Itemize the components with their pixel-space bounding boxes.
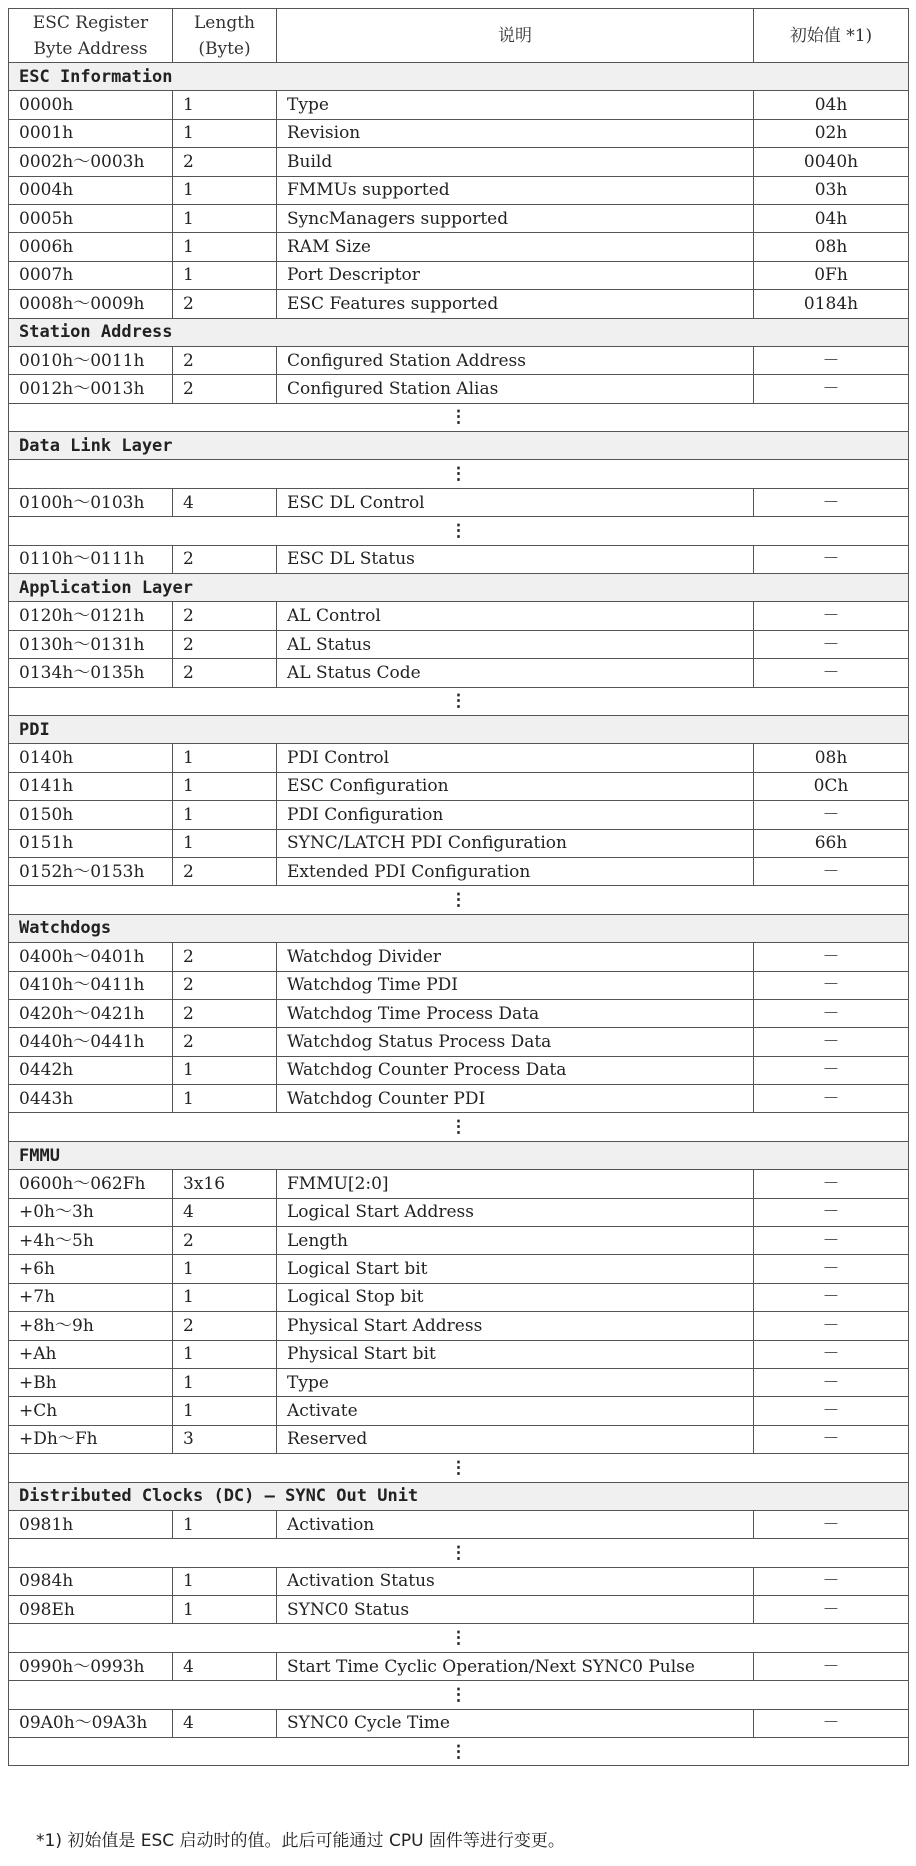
- cell-initial-value: －: [754, 1709, 909, 1737]
- cell-initial-value: 66h: [754, 829, 909, 857]
- cell-length: 2: [173, 943, 277, 971]
- cell-length: 1: [173, 1397, 277, 1425]
- cell-length: 4: [173, 488, 277, 516]
- cell-length: 1: [173, 1085, 277, 1113]
- ellipsis-row: [9, 1681, 909, 1709]
- cell-address: +4h～5h: [9, 1227, 173, 1255]
- cell-length: 1: [173, 1283, 277, 1311]
- ellipsis-row: [9, 1454, 909, 1482]
- section-title: FMMU: [9, 1141, 909, 1169]
- section-title: Application Layer: [9, 574, 909, 602]
- header-address: [9, 9, 173, 63]
- cell-length: 1: [173, 176, 277, 204]
- cell-address: 0442h: [9, 1056, 173, 1084]
- cell-description: Length: [277, 1227, 754, 1255]
- cell-initial-value: －: [754, 1283, 909, 1311]
- cell-address: 0007h: [9, 261, 173, 289]
- cell-description: Activation: [277, 1510, 754, 1538]
- cell-length: 1: [173, 1510, 277, 1538]
- cell-description: Configured Station Address: [277, 346, 754, 374]
- cell-description: Type: [277, 1368, 754, 1396]
- cell-description: PDI Configuration: [277, 801, 754, 829]
- cell-address: 0005h: [9, 204, 173, 232]
- ellipsis-row: [9, 886, 909, 914]
- cell-length: 2: [173, 290, 277, 318]
- section-header-row: [9, 1141, 909, 1169]
- cell-length: 1: [173, 1255, 277, 1283]
- cell-address: 0120h～0121h: [9, 602, 173, 630]
- cell-description: PDI Control: [277, 744, 754, 772]
- cell-initial-value: －: [754, 602, 909, 630]
- cell-description: RAM Size: [277, 233, 754, 261]
- table-row: [9, 971, 909, 999]
- esc-register-table: [8, 8, 909, 1766]
- cell-description: Physical Start Address: [277, 1312, 754, 1340]
- cell-initial-value: －: [754, 488, 909, 516]
- cell-length: 1: [173, 801, 277, 829]
- cell-initial-value: －: [754, 630, 909, 658]
- cell-length: 2: [173, 545, 277, 573]
- ellipsis-row: [9, 1539, 909, 1567]
- cell-address: 0420h～0421h: [9, 999, 173, 1027]
- cell-address: 0010h～0011h: [9, 346, 173, 374]
- cell-address: +0h～3h: [9, 1198, 173, 1226]
- section-header-row: [9, 432, 909, 460]
- table-row: [9, 148, 909, 176]
- table-row: [9, 346, 909, 374]
- table-row: [9, 204, 909, 232]
- table-row: [9, 829, 909, 857]
- cell-address: 09A0h～09A3h: [9, 1709, 173, 1737]
- cell-length: 1: [173, 829, 277, 857]
- table-row: [9, 1085, 909, 1113]
- cell-initial-value: －: [754, 857, 909, 885]
- cell-address: 0004h: [9, 176, 173, 204]
- cell-length: 1: [173, 1340, 277, 1368]
- ellipsis-row: [9, 1738, 909, 1766]
- cell-initial-value: 0Ch: [754, 772, 909, 800]
- cell-description: Revision: [277, 119, 754, 147]
- table-row: [9, 1283, 909, 1311]
- vertical-ellipsis: ⋮: [9, 517, 909, 545]
- table-row: [9, 261, 909, 289]
- table-row: [9, 1255, 909, 1283]
- cell-description: ESC Configuration: [277, 772, 754, 800]
- cell-initial-value: －: [754, 1227, 909, 1255]
- cell-address: 0990h～0993h: [9, 1652, 173, 1680]
- ellipsis-row: [9, 1113, 909, 1141]
- footnote: *1) 初始值是 ESC 启动时的值。此后可能通过 CPU 固件等进行变更。: [36, 1831, 565, 1851]
- cell-description: Watchdog Time PDI: [277, 971, 754, 999]
- cell-initial-value: －: [754, 1368, 909, 1396]
- cell-initial-value: －: [754, 1340, 909, 1368]
- cell-length: 1: [173, 119, 277, 147]
- table-row: [9, 772, 909, 800]
- table-row: [9, 857, 909, 885]
- cell-description: Activate: [277, 1397, 754, 1425]
- section-title: Watchdogs: [9, 914, 909, 942]
- cell-address: +8h～9h: [9, 1312, 173, 1340]
- section-header-row: [9, 574, 909, 602]
- cell-length: 1: [173, 204, 277, 232]
- vertical-ellipsis: ⋮: [9, 1681, 909, 1709]
- table-row: [9, 1198, 909, 1226]
- cell-length: 2: [173, 148, 277, 176]
- cell-description: Watchdog Time Process Data: [277, 999, 754, 1027]
- table-row: [9, 1368, 909, 1396]
- vertical-ellipsis: ⋮: [9, 1738, 909, 1766]
- section-header-row: [9, 318, 909, 346]
- cell-length: 1: [173, 1596, 277, 1624]
- cell-initial-value: －: [754, 545, 909, 573]
- cell-description: Logical Start bit: [277, 1255, 754, 1283]
- header-length: [173, 9, 277, 63]
- table-row: [9, 1510, 909, 1538]
- cell-initial-value: 0Fh: [754, 261, 909, 289]
- cell-address: 0140h: [9, 744, 173, 772]
- cell-address: 0130h～0131h: [9, 630, 173, 658]
- table-row: [9, 801, 909, 829]
- section-header-row: [9, 914, 909, 942]
- cell-initial-value: －: [754, 346, 909, 374]
- cell-description: ESC DL Status: [277, 545, 754, 573]
- cell-description: ESC DL Control: [277, 488, 754, 516]
- cell-address: 0150h: [9, 801, 173, 829]
- cell-description: Type: [277, 91, 754, 119]
- header-length-line2: (Byte): [198, 38, 251, 59]
- cell-address: +Bh: [9, 1368, 173, 1396]
- cell-length: 2: [173, 1227, 277, 1255]
- cell-address: 0152h～0153h: [9, 857, 173, 885]
- cell-initial-value: －: [754, 1085, 909, 1113]
- cell-initial-value: －: [754, 1596, 909, 1624]
- cell-description: FMMUs supported: [277, 176, 754, 204]
- table-row: [9, 1312, 909, 1340]
- cell-description: Start Time Cyclic Operation/Next SYNC0 Pulse: [277, 1652, 754, 1680]
- cell-address: 0984h: [9, 1567, 173, 1595]
- table-row: [9, 1709, 909, 1737]
- table-row: [9, 1340, 909, 1368]
- table-row: [9, 91, 909, 119]
- cell-address: 0134h～0135h: [9, 659, 173, 687]
- cell-initial-value: 08h: [754, 233, 909, 261]
- cell-initial-value: －: [754, 1397, 909, 1425]
- cell-address: 0012h～0013h: [9, 375, 173, 403]
- cell-address: 0981h: [9, 1510, 173, 1538]
- cell-initial-value: 08h: [754, 744, 909, 772]
- cell-description: Reserved: [277, 1425, 754, 1453]
- cell-description: Watchdog Divider: [277, 943, 754, 971]
- cell-address: +7h: [9, 1283, 173, 1311]
- cell-initial-value: －: [754, 1425, 909, 1453]
- cell-description: Extended PDI Configuration: [277, 857, 754, 885]
- cell-description: ESC Features supported: [277, 290, 754, 318]
- section-header-row: [9, 715, 909, 743]
- table-row: [9, 659, 909, 687]
- section-header-row: [9, 63, 909, 91]
- cell-length: 3: [173, 1425, 277, 1453]
- table-row: [9, 1652, 909, 1680]
- cell-description: SYNC0 Status: [277, 1596, 754, 1624]
- ellipsis-row: [9, 1624, 909, 1652]
- cell-length: 2: [173, 630, 277, 658]
- cell-initial-value: －: [754, 999, 909, 1027]
- section-title: Data Link Layer: [9, 432, 909, 460]
- ellipsis-row: [9, 403, 909, 431]
- cell-address: 0410h～0411h: [9, 971, 173, 999]
- table-row: [9, 233, 909, 261]
- cell-description: Activation Status: [277, 1567, 754, 1595]
- cell-initial-value: －: [754, 375, 909, 403]
- cell-length: 2: [173, 375, 277, 403]
- cell-length: 3x16: [173, 1170, 277, 1198]
- vertical-ellipsis: ⋮: [9, 1113, 909, 1141]
- cell-description: Port Descriptor: [277, 261, 754, 289]
- cell-initial-value: －: [754, 943, 909, 971]
- cell-description: Watchdog Counter PDI: [277, 1085, 754, 1113]
- cell-address: 0001h: [9, 119, 173, 147]
- cell-description: Build: [277, 148, 754, 176]
- cell-description: Configured Station Alias: [277, 375, 754, 403]
- header-initial-value: 初始值 *1): [754, 9, 909, 63]
- cell-address: 098Eh: [9, 1596, 173, 1624]
- cell-initial-value: 04h: [754, 91, 909, 119]
- table-row: [9, 943, 909, 971]
- table-row: [9, 1425, 909, 1453]
- cell-address: 0440h～0441h: [9, 1028, 173, 1056]
- vertical-ellipsis: ⋮: [9, 460, 909, 488]
- cell-length: 1: [173, 261, 277, 289]
- cell-initial-value: －: [754, 801, 909, 829]
- section-title: Distributed Clocks (DC) — SYNC Out Unit: [9, 1482, 909, 1510]
- cell-address: 0100h～0103h: [9, 488, 173, 516]
- cell-address: +6h: [9, 1255, 173, 1283]
- cell-initial-value: －: [754, 1652, 909, 1680]
- cell-length: 4: [173, 1198, 277, 1226]
- cell-initial-value: 0040h: [754, 148, 909, 176]
- cell-description: Physical Start bit: [277, 1340, 754, 1368]
- cell-initial-value: －: [754, 659, 909, 687]
- cell-address: 0600h～062Fh: [9, 1170, 173, 1198]
- cell-initial-value: －: [754, 1312, 909, 1340]
- cell-length: 2: [173, 1028, 277, 1056]
- cell-initial-value: －: [754, 1510, 909, 1538]
- cell-length: 2: [173, 346, 277, 374]
- cell-length: 1: [173, 233, 277, 261]
- cell-initial-value: －: [754, 971, 909, 999]
- vertical-ellipsis: ⋮: [9, 1539, 909, 1567]
- cell-address: 0443h: [9, 1085, 173, 1113]
- cell-description: SYNC/LATCH PDI Configuration: [277, 829, 754, 857]
- table-row: [9, 290, 909, 318]
- vertical-ellipsis: ⋮: [9, 1624, 909, 1652]
- cell-initial-value: 04h: [754, 204, 909, 232]
- cell-length: 1: [173, 744, 277, 772]
- table-row: [9, 1567, 909, 1595]
- cell-description: Logical Start Address: [277, 1198, 754, 1226]
- table-row: [9, 744, 909, 772]
- table-row: [9, 176, 909, 204]
- table-row: [9, 999, 909, 1027]
- cell-length: 2: [173, 602, 277, 630]
- table-row: [9, 1170, 909, 1198]
- table-row: [9, 545, 909, 573]
- cell-address: 0110h～0111h: [9, 545, 173, 573]
- cell-description: SyncManagers supported: [277, 204, 754, 232]
- cell-address: 0008h～0009h: [9, 290, 173, 318]
- cell-length: 4: [173, 1652, 277, 1680]
- cell-description: SYNC0 Cycle Time: [277, 1709, 754, 1737]
- table-row: [9, 602, 909, 630]
- cell-address: +Dh～Fh: [9, 1425, 173, 1453]
- table-row: [9, 630, 909, 658]
- cell-description: FMMU[2:0]: [277, 1170, 754, 1198]
- table-row: [9, 1028, 909, 1056]
- cell-initial-value: －: [754, 1255, 909, 1283]
- cell-description: Watchdog Counter Process Data: [277, 1056, 754, 1084]
- cell-initial-value: －: [754, 1028, 909, 1056]
- cell-initial-value: －: [754, 1056, 909, 1084]
- table-row: [9, 488, 909, 516]
- cell-length: 2: [173, 857, 277, 885]
- cell-length: 1: [173, 1567, 277, 1595]
- vertical-ellipsis: ⋮: [9, 403, 909, 431]
- cell-address: 0002h～0003h: [9, 148, 173, 176]
- cell-description: Watchdog Status Process Data: [277, 1028, 754, 1056]
- cell-description: AL Status Code: [277, 659, 754, 687]
- cell-address: 0400h～0401h: [9, 943, 173, 971]
- table-row: [9, 1397, 909, 1425]
- cell-initial-value: －: [754, 1170, 909, 1198]
- section-title: PDI: [9, 715, 909, 743]
- table-row: [9, 375, 909, 403]
- table-row: [9, 119, 909, 147]
- cell-initial-value: －: [754, 1198, 909, 1226]
- cell-initial-value: 0184h: [754, 290, 909, 318]
- table-row: [9, 1227, 909, 1255]
- table-row: [9, 1596, 909, 1624]
- section-title: ESC Information: [9, 63, 909, 91]
- cell-address: 0141h: [9, 772, 173, 800]
- cell-address: +Ch: [9, 1397, 173, 1425]
- cell-initial-value: 03h: [754, 176, 909, 204]
- section-title: Station Address: [9, 318, 909, 346]
- cell-description: Logical Stop bit: [277, 1283, 754, 1311]
- cell-length: 2: [173, 999, 277, 1027]
- cell-address: +Ah: [9, 1340, 173, 1368]
- ellipsis-row: [9, 687, 909, 715]
- cell-length: 1: [173, 1056, 277, 1084]
- vertical-ellipsis: ⋮: [9, 687, 909, 715]
- cell-length: 1: [173, 1368, 277, 1396]
- table-body: [9, 63, 909, 1766]
- header-length-line1: Length: [194, 12, 255, 33]
- cell-length: 2: [173, 659, 277, 687]
- cell-length: 4: [173, 1709, 277, 1737]
- header-address-line2: Byte Address: [33, 38, 148, 59]
- cell-length: 1: [173, 772, 277, 800]
- cell-length: 2: [173, 971, 277, 999]
- table-header-row: [9, 9, 909, 63]
- cell-description: AL Status: [277, 630, 754, 658]
- vertical-ellipsis: ⋮: [9, 1454, 909, 1482]
- cell-length: 1: [173, 91, 277, 119]
- cell-initial-value: －: [754, 1567, 909, 1595]
- table-row: [9, 1056, 909, 1084]
- header-address-line1: ESC Register: [32, 12, 149, 33]
- section-header-row: [9, 1482, 909, 1510]
- ellipsis-row: [9, 517, 909, 545]
- cell-description: AL Control: [277, 602, 754, 630]
- cell-address: 0006h: [9, 233, 173, 261]
- cell-length: 2: [173, 1312, 277, 1340]
- cell-address: 0000h: [9, 91, 173, 119]
- ellipsis-row: [9, 460, 909, 488]
- cell-initial-value: 02h: [754, 119, 909, 147]
- header-description: 说明: [277, 9, 754, 63]
- cell-address: 0151h: [9, 829, 173, 857]
- vertical-ellipsis: ⋮: [9, 886, 909, 914]
